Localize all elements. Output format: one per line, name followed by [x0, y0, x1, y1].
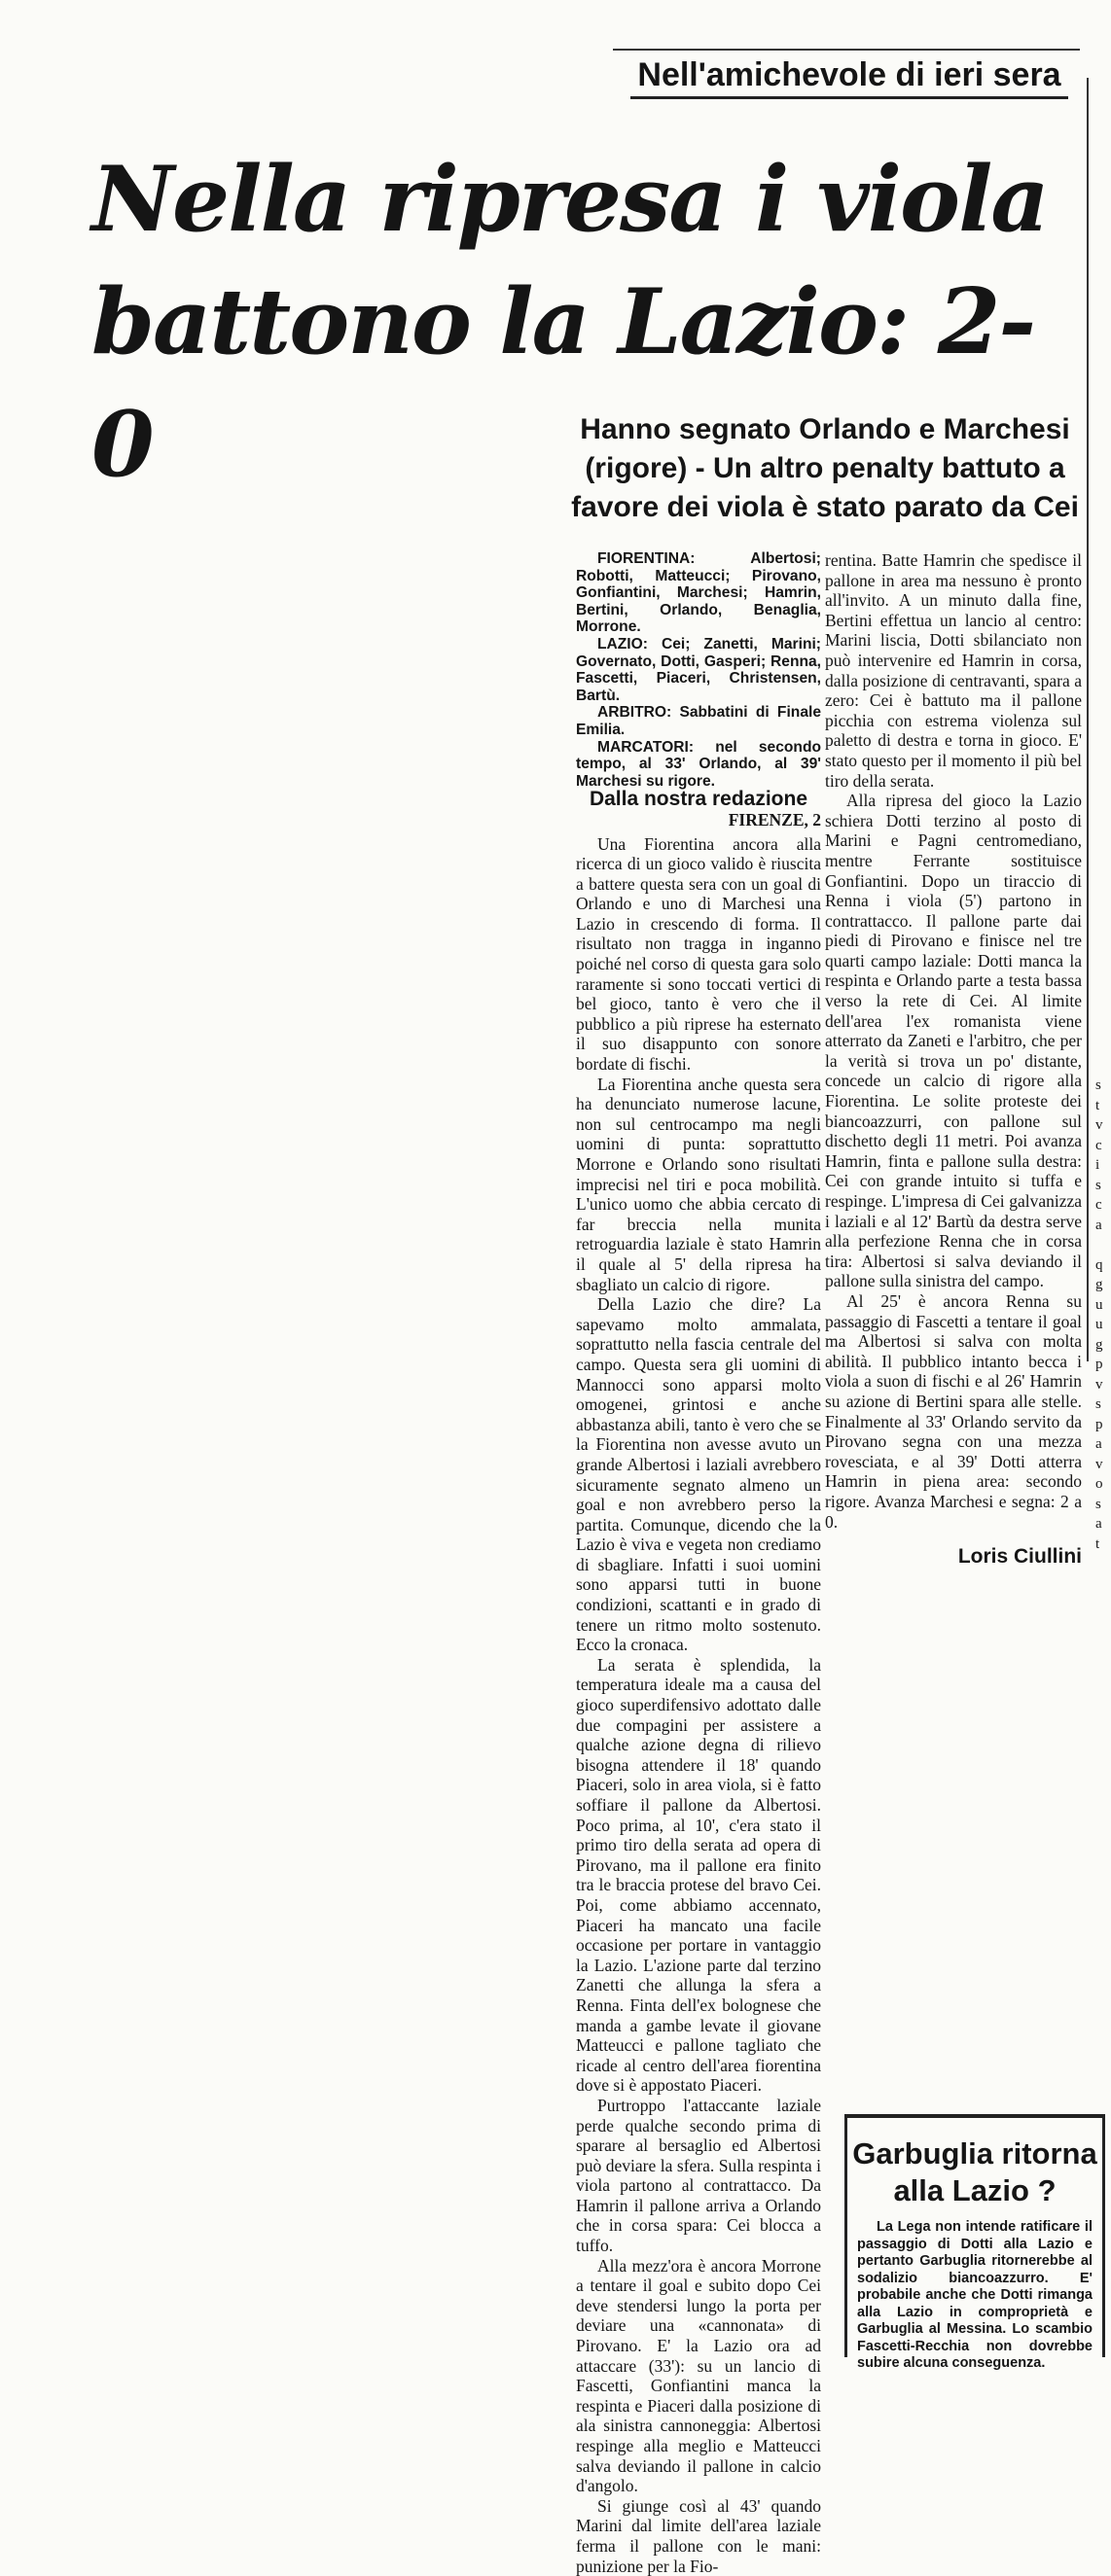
paragraph: Al 25' è ancora Renna su passaggio di Fascetti a tentare il goal ma Albertosi si salva con molta abilità. Il pubblico intanto becca i viola a suon di fischi e al 26' Hamrin su azione di Bertini spara alle stelle. Finalmente al 33' Orlando servito da Pirovano segna con una mezza rovesciata, e al 39' Dotti atterra Hamrin in piena area: secondo rigore. Avanza Marchesi e segna: 2 a 0. — [825, 1290, 1082, 1532]
referee: ARBITRO: Sabbatini di Finale Emilia. — [576, 704, 821, 738]
dateline-place: FIRENZE, 2 — [728, 809, 821, 829]
cut-off-line: p — [1095, 1416, 1103, 1432]
cut-off-line: q — [1095, 1256, 1103, 1273]
paragraph: Si giunge così al 43' quando Marini dal limite dell'area laziale ferma il pallone con le mani: punizione per la Fio- — [576, 2495, 821, 2576]
cut-off-line: a — [1095, 1516, 1102, 1532]
dateline-head: Dalla nostra redazione — [589, 788, 808, 811]
cut-off-line: g — [1095, 1336, 1103, 1353]
column-divider — [1087, 78, 1089, 1361]
cut-off-line: s — [1095, 1496, 1101, 1512]
cut-off-line — [1095, 1235, 1111, 1255]
cut-off-line: g — [1095, 1277, 1103, 1292]
cut-off-line: c — [1095, 1137, 1102, 1153]
paragraph: Una Fiorentina ancora alla ricerca di un gioco valido è riuscita a battere questa sera con un goal di Orlando e uno di Marchesi una Lazio in crescendo di forma. Il risultato non tragga in inganno poiché nel corso di questa gara solo raramente si sono toccati vertici di bel gioco, tanto è vero che il pubblico a più riprese ha esternato il suo disappunto con sonore bordate di fischi. — [576, 833, 821, 1075]
headline-line-2: battono la Lazio: 2-0 — [91, 268, 1035, 497]
author-signature: Loris Ciullini — [957, 1545, 1082, 1569]
paragraph: La Fiorentina anche questa sera ha denunciato numerose lacune, non sul centrocampo ma negli uomini di punta: soprattutto Morrone e Orlando sono risultati imprecisi nel tiri e poca mobilità. L'unico uomo che abbia cercato di far breccia nella munita retroguardia laziale è stato Hamrin il quale al 5' della ripresa ha sbagliato un calcio di rigore. — [576, 1074, 821, 1294]
cut-off-line: t — [1095, 1097, 1100, 1113]
cut-off-line: v — [1095, 1456, 1103, 1472]
paragraph: Alla mezz'ora è ancora Morrone a tentare il goal e subito dopo Cei deve stendersi lungo la porta per deviare una «cannonata» di Pirovano. E' la Lazio ora ad attaccare (33'): su un lancio di Fascetti, Gonfiantini manca la respinta e Piaceri dalla posizione di ala sinistra cannoneggia: Albertosi respinge alla meglio e Matteucci salva deviando il pallone in calcio d'angolo. — [576, 2255, 821, 2496]
cut-off-line: u — [1095, 1317, 1103, 1332]
box-text: La Lega non intende ratificare il passaggio di Dotti alla Lazio e pertanto Garbuglia ritornerebbe al sodalizio biancoazzurro. E' probabile anche che Dotti rimanga alla Lazio in comproprietà e Garbuglia al Messina. Lo scambio Fascetti-Recchia non dovrebbe subire alcuna conseguenza. — [857, 2219, 1093, 2371]
paragraph: rentina. Batte Hamrin che spedisce il pallone in area ma nessuno è pronto all'invito. A un minuto dalla fine, Bertini effettua un lancio al centro: Marini liscia, Dotti sbilanciato non può intervenire ed Hamrin in corsa, dalla posizione di centravanti, spara a zero: Cei è battuto ma il pallone picchia con estrema violenza sul paletto di destra e torna in gioco. E' stato questo per il momento il più bel tiro della serata. — [825, 550, 1082, 791]
cut-off-line: t — [1095, 1535, 1100, 1552]
headline-line-1: Nella ripresa i viola — [91, 146, 1048, 252]
lineup-lazio: LAZIO: Cei; Zanetti, Marini; Governato, Dotti, Gasperi; Renna, Fascetti, Piaceri, Christensen, Bartù. — [576, 635, 821, 704]
article-column-2 — [825, 550, 1082, 1568]
cut-off-column — [1095, 1076, 1111, 1554]
paragraph: Alla ripresa del gioco la Lazio schiera Dotti terzino al posto di Marini e Pagni centromediano, mentre Ferrante sostituisce Gonfiantini. Dopo un tiraccio di Renna i viola (5') partono in contrattacco. Il pallone parte dai piedi di Pirovano e finisce nel tre quarti campo laziale: Dotti manca la respinta e Orlando parte a testa bassa verso la rete di Cei. Al limite dell'area l'ex romanista viene atterrato da Zaneti e l'arbitro, che per la verità si trova un po' distante, concede un calcio di rigore alla Fiorentina. Le solite proteste dei biancoazzurri, con pallone sul dischetto degli 11 metri. Poi avanza Hamrin, finta e pallone sulla destra: Cei con grande intuito si tuffa e respinge. L'impresa di Cei galvanizza i laziali e al 12' Bartù da destra serve alla perfezione Renna che in corsa tira: Albertosi si salva deviando il pallone sulla sinistra del campo. — [825, 791, 1082, 1291]
subheadline: Hanno segnato Orlando e Marchesi (rigore) - Un altro penalty battuto a favore dei viola è stato parato da Cei — [571, 413, 1079, 523]
cut-off-line: a — [1095, 1217, 1102, 1233]
cut-off-line: s — [1095, 1177, 1101, 1193]
lineup-fiorentina: FIORENTINA: Albertosi; Robotti, Matteucci; Pirovano, Gonfiantini, Marchesi; Hamrin, Bertini, Orlando, Benaglia, Morrone. — [576, 550, 821, 636]
cut-off-line: v — [1095, 1376, 1103, 1393]
paragraph: La serata è splendida, la temperatura ideale ma a causa del gioco superdifensivo adottato dalle due compagini per assistere a qualche azione degna di rilievo bisogna attendere il 18' quando Piaceri, solo in area viola, si è fatto soffiare il pallone da Albertosi. Poco prima, al 10', c'era stato il primo tiro della serata ad opera di Pirovano, ma il pallone era finito tra le braccia protese del bravo Cei. Poi, come abbiamo accennato, Piaceri ha mancato una facile occasione per portare in vantaggio la Lazio. L'azione parte dal terzino Zanetti che allunga la sfera a Renna. Finta dell'ex bolognese che manda a gambe levate il giovane Matteucci e pallone tagliato che ricade al centro dell'area fiorentina dove si è appostato Piaceri. — [576, 1654, 821, 2096]
cut-off-line: s — [1095, 1396, 1101, 1412]
scorers: MARCATORI: nel secondo tempo, al 33' Orlando, al 39' Marchesi su rigore. — [576, 738, 821, 790]
article-column-1 — [576, 550, 821, 2576]
cut-off-line: p — [1095, 1357, 1103, 1372]
cut-off-line: u — [1095, 1296, 1103, 1313]
paragraph: Purtroppo l'attaccante laziale perde qualche secondo prima di sparare al bersaglio ed Albertosi può deviare la sfera. Sulla respinta i viola partono al contrattacco. Da Hamrin il pallone arriva a Orlando che in corsa spara: Cei blocca a tuffo. — [576, 2095, 821, 2256]
sidebar-box — [844, 2114, 1105, 2371]
cut-off-line: i — [1095, 1157, 1100, 1173]
cut-off-line: c — [1095, 1197, 1102, 1213]
cut-off-line: a — [1095, 1436, 1102, 1452]
cut-off-line: v — [1095, 1117, 1103, 1133]
kicker: Nell'amichevole di ieri sera — [630, 56, 1068, 99]
cut-off-line: s — [1095, 1077, 1101, 1093]
top-rule — [613, 49, 1080, 51]
paragraph: Della Lazio che dire? La sapevamo molto ammalata, soprattutto nella fascia centrale del campo. Questa sera gli uomini di Mannocci sono apparsi molto omogenei, grintosi e anche abbastanza abili, tanto è vero che se la Fiorentina non avesse avuto un grande Albertosi i laziali avrebbero sicuramente segnato almeno un goal e non avrebbero perso la partita. Comunque, dicendo che la Lazio è viva e vegeta non crediamo di sbagliare. Infatti i suoi uomini sono apparsi tutti in buone condizioni, scattanti e in grado di tenere un ritmo molto sostenuto. Ecco la cronaca. — [576, 1294, 821, 1655]
cut-off-line: o — [1095, 1476, 1103, 1492]
box-title: Garbuglia ritorna alla Lazio ? — [852, 2136, 1097, 2207]
